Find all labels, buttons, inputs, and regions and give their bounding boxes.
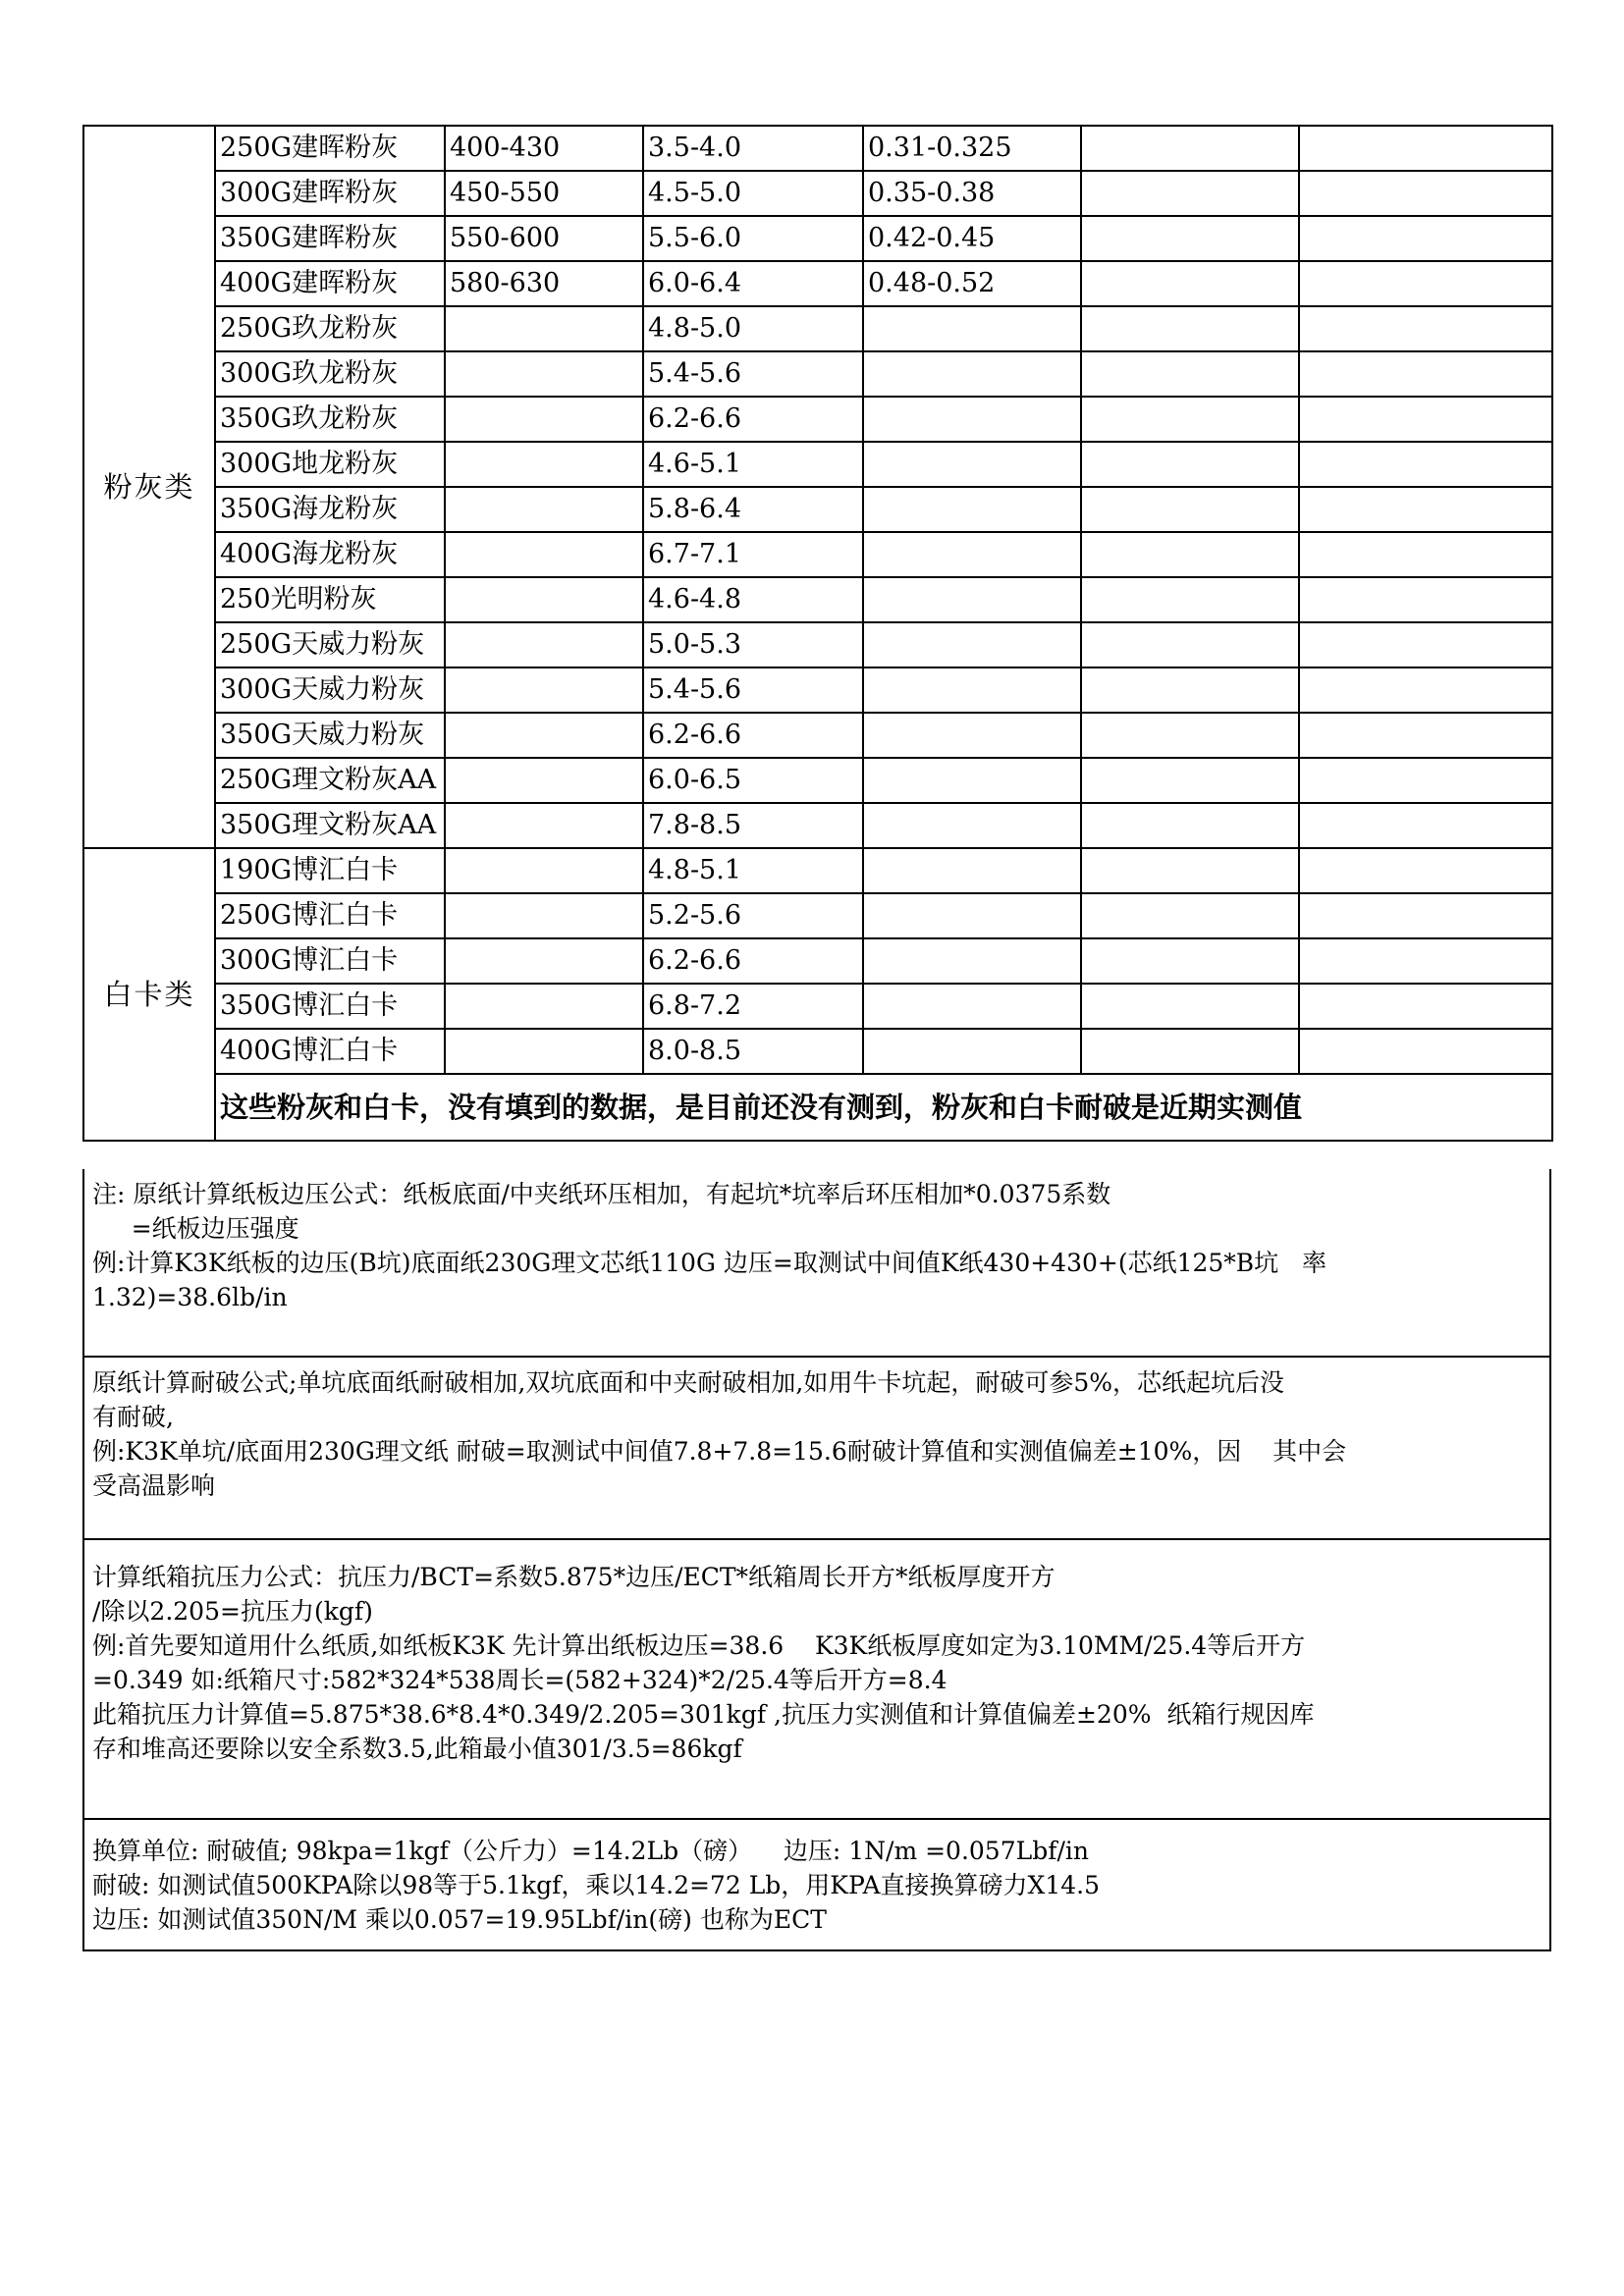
table-cell: 5.5-6.0 xyxy=(643,216,863,261)
table-cell: 5.4-5.6 xyxy=(643,667,863,713)
table-cell: 0.48-0.52 xyxy=(863,261,1081,306)
table-cell xyxy=(1081,126,1299,171)
table-cell xyxy=(1299,1029,1552,1074)
note-line: /除以2.205=抗压力(kgf) xyxy=(92,1597,373,1626)
category-cell: 白卡类 xyxy=(83,848,215,1141)
table-cell: 350G天威力粉灰 xyxy=(215,713,445,758)
table-cell: 6.7-7.1 xyxy=(643,532,863,577)
table-cell: 400-430 xyxy=(445,126,643,171)
table-cell: 400G建晖粉灰 xyxy=(215,261,445,306)
table-row xyxy=(83,171,1552,216)
table-cell: 6.0-6.5 xyxy=(643,758,863,803)
table-cell: 3.5-4.0 xyxy=(643,126,863,171)
table-cell xyxy=(445,758,643,803)
table-cell xyxy=(863,713,1081,758)
table-cell xyxy=(445,713,643,758)
table-cell: 250G玖龙粉灰 xyxy=(215,306,445,351)
table-cell: 4.6-4.8 xyxy=(643,577,863,622)
table-cell xyxy=(863,442,1081,487)
table-row xyxy=(83,261,1552,306)
table-cell xyxy=(1081,397,1299,442)
table-cell: 250光明粉灰 xyxy=(215,577,445,622)
note-line: 注: 原纸计算纸板边压公式：纸板底面/中夹纸环压相加，有起坑*坑率后环压相加*0.0375系数 xyxy=(92,1180,1111,1208)
table-cell xyxy=(863,893,1081,938)
table-cell: 4.8-5.0 xyxy=(643,306,863,351)
table-cell xyxy=(1299,487,1552,532)
table-cell: 450-550 xyxy=(445,171,643,216)
table-cell: 250G天威力粉灰 xyxy=(215,622,445,667)
table-cell xyxy=(863,532,1081,577)
table-cell: 190G博汇白卡 xyxy=(215,848,445,893)
table-cell xyxy=(1081,171,1299,216)
note-line: 例:K3K单坑/底面用230G理文纸 耐破=取测试中间值7.8+7.8=15.6耐破计算值和实测值偏差±10%，因 其中会 xyxy=(92,1437,1347,1466)
table-row xyxy=(83,532,1552,577)
table-cell xyxy=(445,442,643,487)
table-cell xyxy=(445,803,643,848)
table-cell xyxy=(445,938,643,984)
table-cell: 5.2-5.6 xyxy=(643,893,863,938)
table-row xyxy=(83,306,1552,351)
table-cell: 6.2-6.6 xyxy=(643,713,863,758)
table-cell xyxy=(445,622,643,667)
table-cell: 300G建晖粉灰 xyxy=(215,171,445,216)
table-cell: 4.5-5.0 xyxy=(643,171,863,216)
table-cell xyxy=(1299,848,1552,893)
category-cell: 粉灰类 xyxy=(83,126,215,848)
table-cell xyxy=(863,938,1081,984)
table-cell: 300G地龙粉灰 xyxy=(215,442,445,487)
table-cell: 4.8-5.1 xyxy=(643,848,863,893)
table-cell xyxy=(863,351,1081,397)
table-cell: 6.0-6.4 xyxy=(643,261,863,306)
table-cell xyxy=(1299,306,1552,351)
table-cell xyxy=(445,306,643,351)
table-cell xyxy=(1081,306,1299,351)
table-cell xyxy=(863,1029,1081,1074)
table-cell: 0.35-0.38 xyxy=(863,171,1081,216)
table-row xyxy=(83,1029,1552,1074)
table-row xyxy=(83,984,1552,1029)
table-cell: 300G博汇白卡 xyxy=(215,938,445,984)
table-cell xyxy=(445,848,643,893)
table-cell xyxy=(1299,171,1552,216)
table-cell xyxy=(863,306,1081,351)
table-row xyxy=(83,442,1552,487)
note-line: 换算单位: 耐破值; 98kpa=1kgf（公斤力）=14.2Lb（磅） 边压: 1N/m =0.057Lbf/in xyxy=(92,1837,1089,1865)
table-cell xyxy=(1081,803,1299,848)
table-cell xyxy=(863,984,1081,1029)
table-cell xyxy=(1081,577,1299,622)
table-cell: 250G理文粉灰AA xyxy=(215,758,445,803)
note-line: 耐破: 如测试值500KPA除以98等于5.1kgf，乘以14.2=72 Lb，用KPA直接换算磅力X14.5 xyxy=(92,1871,1101,1899)
table-cell: 580-630 xyxy=(445,261,643,306)
missing-data-note: 这些粉灰和白卡，没有填到的数据，是目前还没有测到，粉灰和白卡耐破是近期实测值 xyxy=(215,1074,1552,1141)
table-cell: 4.6-5.1 xyxy=(643,442,863,487)
note-compression-formula xyxy=(82,1540,1551,1820)
table-cell: 550-600 xyxy=(445,216,643,261)
table-cell xyxy=(445,487,643,532)
table-cell xyxy=(445,667,643,713)
table-cell: 6.2-6.6 xyxy=(643,397,863,442)
table-cell xyxy=(1299,577,1552,622)
note-line: 原纸计算耐破公式;单坑底面纸耐破相加,双坑底面和中夹耐破相加,如用牛卡坑起，耐破可参5%，芯纸起坑后没 xyxy=(92,1368,1284,1397)
table-row xyxy=(83,758,1552,803)
paper-spec-table xyxy=(82,125,1553,1142)
note-unit-conversion xyxy=(82,1820,1551,1951)
table-cell: 250G建晖粉灰 xyxy=(215,126,445,171)
note-line: 边压: 如测试值350N/M 乘以0.057=19.95Lbf/in(磅) 也称为ECT xyxy=(92,1905,827,1934)
table-cell: 6.8-7.2 xyxy=(643,984,863,1029)
table-cell: 400G博汇白卡 xyxy=(215,1029,445,1074)
table-cell xyxy=(1081,442,1299,487)
table-cell xyxy=(1299,667,1552,713)
table-cell xyxy=(1299,261,1552,306)
table-cell xyxy=(1299,893,1552,938)
table-cell xyxy=(1299,938,1552,984)
table-cell: 350G海龙粉灰 xyxy=(215,487,445,532)
table-row xyxy=(83,487,1552,532)
table-cell: 0.31-0.325 xyxy=(863,126,1081,171)
table-row xyxy=(83,622,1552,667)
table-cell xyxy=(1299,351,1552,397)
table-cell xyxy=(445,532,643,577)
table-cell xyxy=(1081,848,1299,893)
table-cell xyxy=(1081,532,1299,577)
table-cell: 8.0-8.5 xyxy=(643,1029,863,1074)
table-cell xyxy=(1081,984,1299,1029)
table-row xyxy=(83,1074,1552,1141)
table-cell xyxy=(1081,261,1299,306)
table-cell: 5.4-5.6 xyxy=(643,351,863,397)
table-row xyxy=(83,351,1552,397)
table-cell xyxy=(1081,622,1299,667)
note-line: 例:计算K3K纸板的边压(B坑)底面纸230G理文芯纸110G 边压=取测试中间值K纸430+430+(芯纸125*B坑 率 xyxy=(92,1249,1327,1277)
note-line: 存和堆高还要除以安全系数3.5,此箱最小值301/3.5=86kgf xyxy=(92,1735,742,1763)
note-line: 此箱抗压力计算值=5.875*38.6*8.4*0.349/2.205=301kgf ,抗压力实测值和计算值偏差±20% 纸箱行规因库 xyxy=(92,1700,1315,1729)
table-cell: 7.8-8.5 xyxy=(643,803,863,848)
table-row xyxy=(83,667,1552,713)
table-row xyxy=(83,577,1552,622)
table-row xyxy=(83,938,1552,984)
table-cell xyxy=(1081,1029,1299,1074)
table-cell xyxy=(1299,216,1552,261)
table-cell xyxy=(863,577,1081,622)
table-cell xyxy=(863,622,1081,667)
table-cell xyxy=(1299,442,1552,487)
table-cell xyxy=(445,984,643,1029)
table-cell xyxy=(1299,126,1552,171)
table-cell xyxy=(863,803,1081,848)
table-row xyxy=(83,126,1552,171)
note-line: 例:首先要知道用什么纸质,如纸板K3K 先计算出纸板边压=38.6 K3K纸板厚度如定为3.10MM/25.4等后开方 xyxy=(92,1631,1306,1660)
table-cell xyxy=(863,667,1081,713)
table-cell xyxy=(1299,803,1552,848)
table-cell xyxy=(445,397,643,442)
note-line: 受高温影响 xyxy=(92,1471,216,1500)
table-cell: 5.8-6.4 xyxy=(643,487,863,532)
table-cell xyxy=(1081,487,1299,532)
table-cell xyxy=(1299,532,1552,577)
table-row xyxy=(83,848,1552,893)
table-cell: 300G天威力粉灰 xyxy=(215,667,445,713)
table-cell xyxy=(445,1029,643,1074)
table-cell xyxy=(1299,622,1552,667)
table-cell xyxy=(1081,938,1299,984)
table-row xyxy=(83,216,1552,261)
table-cell: 250G博汇白卡 xyxy=(215,893,445,938)
table-cell xyxy=(1081,351,1299,397)
table-cell xyxy=(1081,893,1299,938)
note-line: 计算纸箱抗压力公式：抗压力/BCT=系数5.875*边压/ECT*纸箱周长开方*纸板厚度开方 xyxy=(92,1563,1056,1591)
note-line: 1.32)=38.6lb/in xyxy=(92,1283,288,1311)
note-edge-crush-formula xyxy=(82,1169,1551,1358)
table-cell xyxy=(1299,397,1552,442)
table-cell: 6.2-6.6 xyxy=(643,938,863,984)
table-row xyxy=(83,713,1552,758)
table-cell: 350G博汇白卡 xyxy=(215,984,445,1029)
table-cell xyxy=(863,397,1081,442)
table-cell xyxy=(863,487,1081,532)
table-cell xyxy=(1299,758,1552,803)
table-cell: 5.0-5.3 xyxy=(643,622,863,667)
table-cell xyxy=(445,893,643,938)
table-cell xyxy=(1081,758,1299,803)
table-cell: 400G海龙粉灰 xyxy=(215,532,445,577)
table-cell: 300G玖龙粉灰 xyxy=(215,351,445,397)
table-row xyxy=(83,397,1552,442)
note-line: =0.349 如:纸箱尺寸:582*324*538周长=(582+324)*2/25.4等后开方=8.4 xyxy=(92,1666,947,1694)
table-cell xyxy=(863,758,1081,803)
table-cell xyxy=(1081,667,1299,713)
note-burst-formula xyxy=(82,1358,1551,1540)
note-line: =纸板边压强度 xyxy=(92,1214,299,1243)
table-cell xyxy=(863,848,1081,893)
table-cell: 0.42-0.45 xyxy=(863,216,1081,261)
table-cell xyxy=(445,577,643,622)
note-line: 有耐破, xyxy=(92,1403,174,1431)
table-row xyxy=(83,893,1552,938)
table-cell: 350G理文粉灰AA xyxy=(215,803,445,848)
table-row xyxy=(83,803,1552,848)
table-cell xyxy=(1081,713,1299,758)
table-cell: 350G建晖粉灰 xyxy=(215,216,445,261)
table-cell xyxy=(1299,984,1552,1029)
table-cell xyxy=(1081,216,1299,261)
table-cell: 350G玖龙粉灰 xyxy=(215,397,445,442)
table-cell xyxy=(1299,713,1552,758)
table-cell xyxy=(445,351,643,397)
